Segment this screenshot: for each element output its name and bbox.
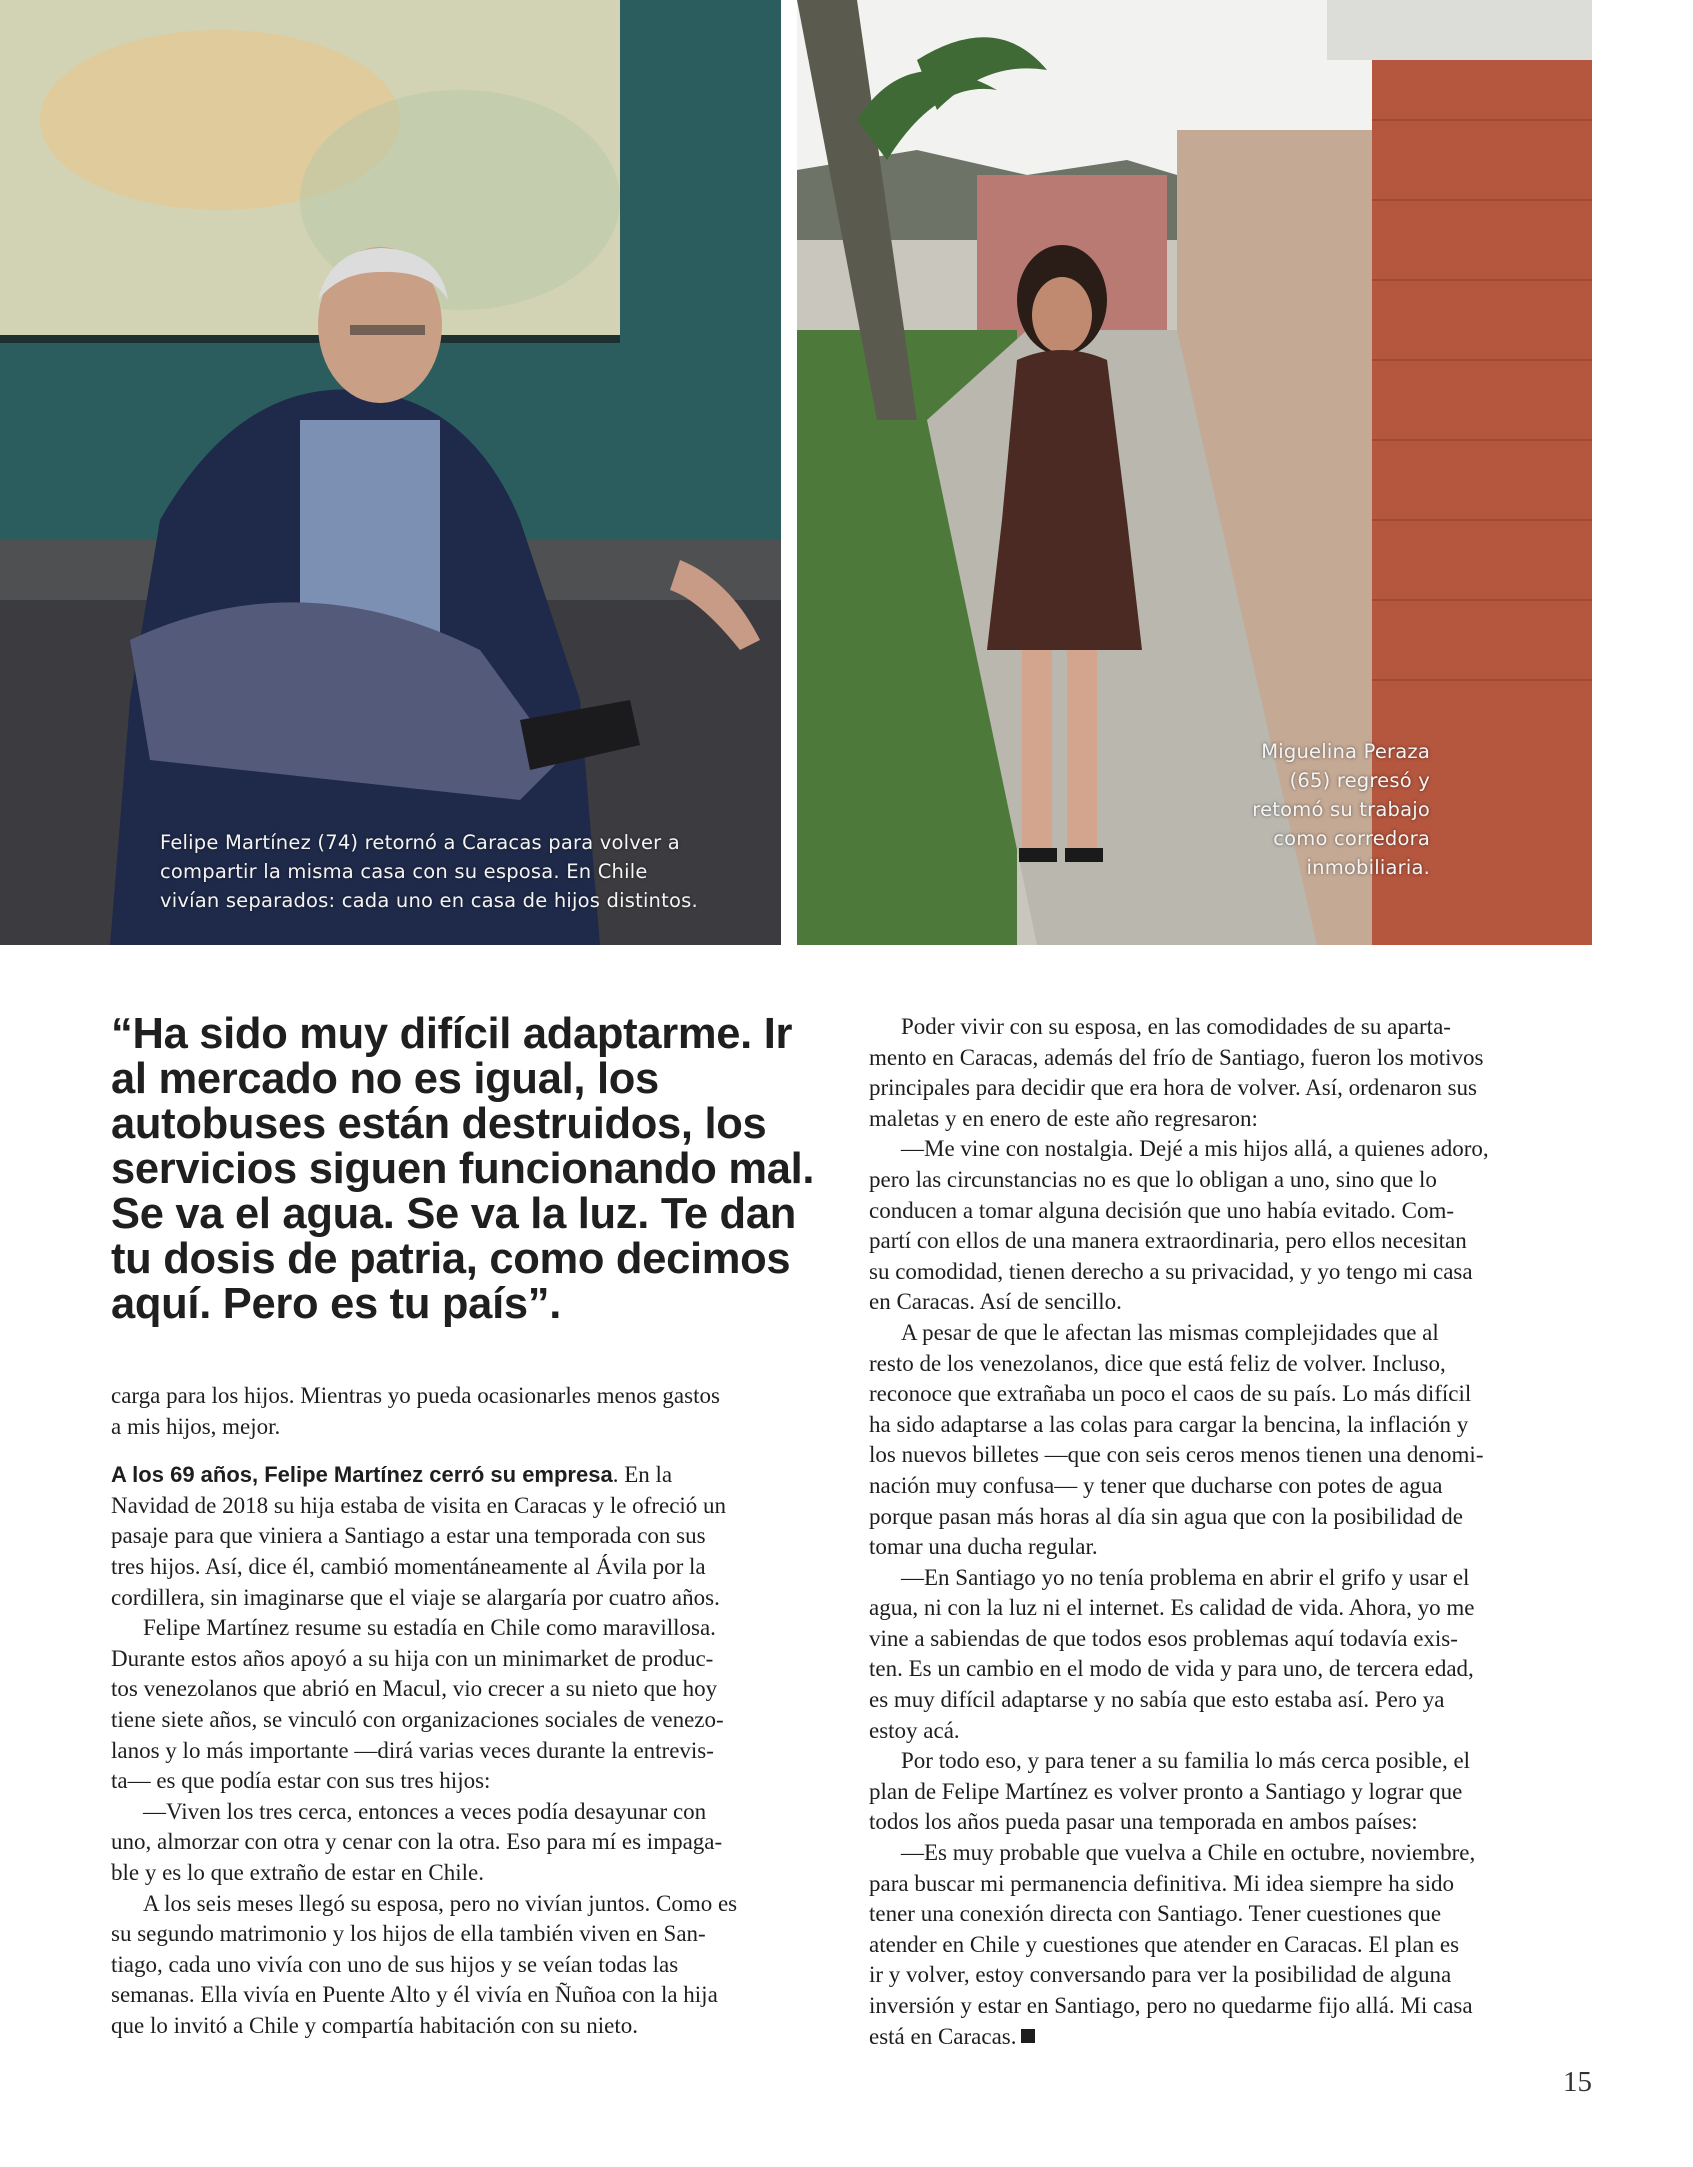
text-line: Navidad de 2018 su hija estaba de visita en Caracas y le ofreció un bbox=[111, 1492, 727, 1518]
pull-quote-line: aquí. Pero es tu país”. bbox=[111, 1280, 561, 1328]
text-line: tiago, cada uno vivía con uno de sus hijos y se veían todas las bbox=[111, 1951, 679, 1977]
paragraph-lead bbox=[111, 1460, 836, 1613]
pull-quote-line: tu dosis de patria, como decimos bbox=[111, 1235, 791, 1283]
photo-caption-left bbox=[160, 828, 698, 915]
text-line: ble y es lo que extraño de estar en Chile. bbox=[111, 1859, 484, 1885]
text-line: uno, almorzar con otra y cenar con la otra. Eso para mí es impaga- bbox=[111, 1829, 723, 1855]
pull-quote-line: servicios siguen funcionando mal. bbox=[111, 1145, 815, 1193]
text-line: su segundo matrimonio y los hijos de ella también viven en San- bbox=[111, 1921, 706, 1947]
photo-felipe-martinez bbox=[0, 0, 781, 945]
text-line: ha sido adaptarse a las colas para cargar la bencina, la inflación y bbox=[869, 1411, 1469, 1437]
text-line: ta— es que podía estar con sus tres hijos: bbox=[111, 1768, 491, 1794]
text-line: agua, ni con la luz ni el internet. Es calidad de vida. Ahora, yo me bbox=[869, 1595, 1475, 1621]
text-line: a mis hijos, mejor. bbox=[111, 1413, 281, 1439]
text-line: lanos y lo más importante —dirá varias veces durante la entrevis- bbox=[111, 1737, 714, 1763]
pull-quote-line: Se va el agua. Se va la luz. Te dan bbox=[111, 1190, 796, 1238]
text-line: vine a sabiendas de que todos esos problemas aquí todavía exis- bbox=[869, 1625, 1458, 1651]
text-line: ir y volver, estoy conversando para ver la posibilidad de alguna bbox=[869, 1962, 1452, 1988]
text-line: nación muy confusa— y tener que ducharse con potes de agua bbox=[869, 1472, 1443, 1498]
caption-line: retomó su trabajo bbox=[1252, 798, 1430, 821]
text-line: —Viven los tres cerca, entonces a veces podía desayunar con bbox=[143, 1798, 707, 1824]
paragraph bbox=[869, 1134, 1594, 1318]
photo-miguelina-peraza-image bbox=[797, 0, 1592, 945]
text-line: principales para decidir que era hora de volver. Así, ordenaron sus bbox=[869, 1075, 1478, 1101]
text-line: mento en Caracas, además del frío de Santiago, fueron los motivos bbox=[869, 1044, 1484, 1070]
text-line: A pesar de que le afectan las mismas complejidades que al bbox=[901, 1319, 1439, 1345]
paragraph bbox=[869, 1746, 1594, 1838]
caption-line: compartir la misma casa con su esposa. En Chile bbox=[160, 860, 648, 883]
paragraph bbox=[869, 1318, 1594, 1563]
caption-line: inmobiliaria. bbox=[1306, 856, 1430, 879]
page-number: 15 bbox=[1563, 2066, 1592, 2098]
text-line: maletas y en enero de este año regresaron: bbox=[869, 1105, 1258, 1131]
text-line: su comodidad, tienen derecho a su privacidad, y yo tengo mi casa bbox=[869, 1258, 1473, 1284]
caption-line: (65) regresó y bbox=[1289, 769, 1430, 792]
text-line: Por todo eso, y para tener a su familia lo más cerca posible, el bbox=[901, 1748, 1471, 1774]
caption-line: Felipe Martínez (74) retornó a Caracas para volver a bbox=[160, 831, 680, 854]
text-line: estoy acá. bbox=[869, 1717, 960, 1743]
photo-felipe-martinez-image bbox=[0, 0, 781, 945]
article-column-right bbox=[869, 1012, 1594, 2052]
lead-line bbox=[111, 1460, 836, 1491]
text-line: conducen a tomar alguna decisión que uno había evitado. Com- bbox=[869, 1197, 1455, 1223]
text-line: —Es muy probable que vuelva a Chile en octubre, noviembre, bbox=[901, 1840, 1476, 1866]
pull-quote-line: al mercado no es igual, los bbox=[111, 1055, 659, 1103]
text-line: —Me vine con nostalgia. Dejé a mis hijos allá, a quienes adoro, bbox=[901, 1136, 1489, 1162]
paragraph bbox=[869, 1563, 1594, 1747]
caption-line: como corredora bbox=[1273, 827, 1430, 850]
text-line: cordillera, sin imaginarse que el viaje se alargaría por cuatro años. bbox=[111, 1584, 720, 1610]
text-line: tres hijos. Así, dice él, cambió momentáneamente al Ávila por la bbox=[111, 1553, 706, 1579]
pull-quote bbox=[111, 1012, 831, 1327]
paragraph bbox=[869, 1012, 1594, 1134]
end-mark-icon bbox=[1021, 2029, 1035, 2043]
text-line: los nuevos billetes —que con seis ceros menos tienen una denomi- bbox=[869, 1442, 1484, 1468]
text-line: en Caracas. Así de sencillo. bbox=[869, 1289, 1122, 1315]
text-line: ten. Es un cambio en el modo de vida y para uno, de tercera edad, bbox=[869, 1656, 1474, 1682]
text-line: atender en Chile y cuestiones que atender en Caracas. El plan es bbox=[869, 1931, 1460, 1957]
text-line: porque pasan más horas al día sin agua que con la posibilidad de bbox=[869, 1503, 1464, 1529]
caption-line: vivían separados: cada uno en casa de hijos distintos. bbox=[160, 889, 698, 912]
text-line: pero las circunstancias no es que lo obligan a uno, sino que lo bbox=[869, 1166, 1437, 1192]
text-line: tos venezolanos que abrió en Macul, vio crecer a su nieto que hoy bbox=[111, 1676, 718, 1702]
text-line: A los seis meses llegó su esposa, pero no vivían juntos. Como es bbox=[143, 1890, 738, 1916]
text-line: inversión y estar en Santiago, pero no quedarme fijo allá. Mi casa bbox=[869, 1993, 1473, 2018]
text-line: que lo invitó a Chile y compartía habitación con su nieto. bbox=[111, 2012, 638, 2038]
text-line: resto de los venezolanos, dice que está feliz de volver. Incluso, bbox=[869, 1350, 1446, 1376]
text-line-last bbox=[869, 2022, 1594, 2053]
text-line: partí con ellos de una manera extraordinaria, pero ellos necesitan bbox=[869, 1228, 1467, 1254]
text-line: —En Santiago yo no tenía problema en abrir el grifo y usar el bbox=[901, 1564, 1470, 1590]
photo-caption-right bbox=[1252, 737, 1430, 882]
lead-rest: . En la bbox=[612, 1462, 673, 1488]
text-line: para buscar mi permanencia definitiva. Mi idea siempre ha sido bbox=[869, 1870, 1455, 1896]
paragraph bbox=[111, 1797, 836, 1889]
text-line: pasaje para que viniera a Santiago a estar una temporada con sus bbox=[111, 1523, 706, 1549]
photo-miguelina-peraza bbox=[797, 0, 1592, 945]
paragraph-intro bbox=[111, 1381, 836, 1442]
text-line: tiene siete años, se vinculó con organizaciones sociales de venezo- bbox=[111, 1706, 724, 1732]
paragraph bbox=[111, 1613, 836, 1797]
text-line: tomar una ducha regular. bbox=[869, 1534, 1098, 1560]
text-line: todos los años pueda pasar una temporada en ambos países: bbox=[869, 1809, 1418, 1835]
caption-line: Miguelina Peraza bbox=[1261, 740, 1430, 763]
text-line: reconoce que extrañaba un poco el caos de su país. Lo más difícil bbox=[869, 1381, 1472, 1407]
final-text: está en Caracas. bbox=[869, 2023, 1017, 2049]
text-line: Poder vivir con su esposa, en las comodidades de su aparta- bbox=[901, 1014, 1451, 1039]
paragraph bbox=[869, 1838, 1594, 2052]
text-line: plan de Felipe Martínez es volver pronto a Santiago y lograr que bbox=[869, 1778, 1463, 1804]
pull-quote-line: “Ha sido muy difícil adaptarme. Ir bbox=[111, 1010, 793, 1058]
lead-in: A los 69 años, Felipe Martínez cerró su empresa bbox=[111, 1462, 613, 1488]
article-column-left bbox=[111, 1381, 836, 2041]
section-gap bbox=[111, 1442, 836, 1460]
text-line: Felipe Martínez resume su estadía en Chile como maravillosa. bbox=[143, 1615, 716, 1641]
text-line: es muy difícil adaptarse y no sabía que esto estaba así. Pero ya bbox=[869, 1687, 1445, 1713]
text-line: carga para los hijos. Mientras yo pueda ocasionarles menos gastos bbox=[111, 1383, 720, 1408]
paragraph bbox=[111, 1889, 836, 2042]
text-line: Durante estos años apoyó a su hija con un minimarket de produc- bbox=[111, 1645, 714, 1671]
text-line: tener una conexión directa con Santiago. Tener cuestiones que bbox=[869, 1901, 1442, 1927]
pull-quote-line: autobuses están destruidos, los bbox=[111, 1100, 767, 1148]
text-line: semanas. Ella vivía en Puente Alto y él vivía en Ñuñoa con la hija bbox=[111, 1982, 718, 2008]
